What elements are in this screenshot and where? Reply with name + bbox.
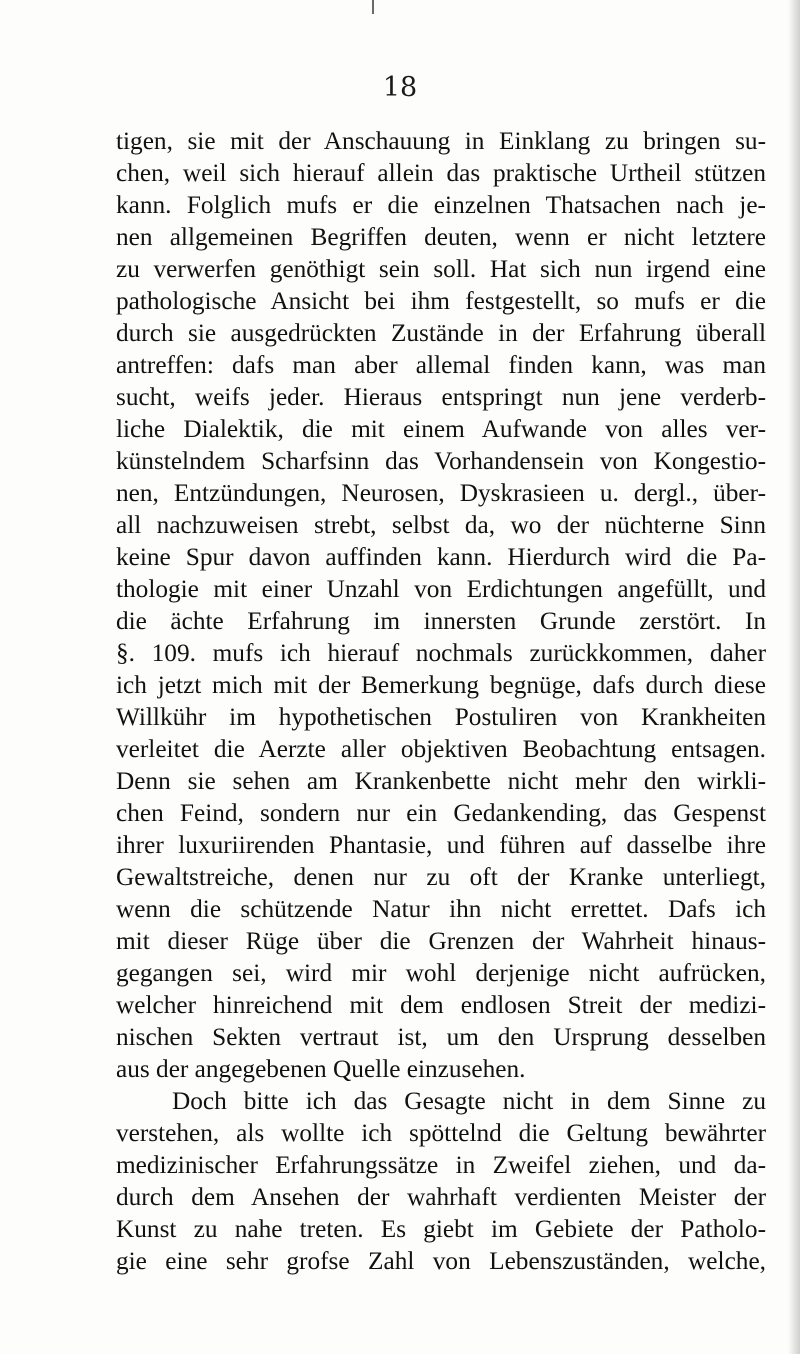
text-line: Gewaltstreiche, denen nur zu oft der Kranke unterliegt, — [116, 863, 766, 891]
text-line: nen allgemeinen Begriffen deuten, wenn er nicht letztere — [116, 223, 766, 251]
text-line: Willkühr im hypothetischen Postuliren von Krankheiten — [116, 703, 766, 731]
text-line: wenn die schützende Natur ihn nicht errettet. Dafs ich — [116, 895, 766, 923]
text-line: kann. Folglich mufs er die einzelnen Thatsachen nach je- — [116, 191, 766, 219]
text-line: Kunst zu nahe treten. Es giebt im Gebiete der Patholo- — [116, 1215, 766, 1243]
paragraph-start-line: Doch bitte ich das Gesagte nicht in dem Sinne zu — [172, 1087, 766, 1115]
text-line: ihrer luxuriirenden Phantasie, und führen auf dasselbe ihre — [116, 831, 766, 859]
text-line: all nachzuweisen strebt, selbst da, wo der nüchterne Sinn — [116, 511, 766, 539]
text-line: tigen, sie mit der Anschauung in Einklang zu bringen su- — [116, 127, 766, 155]
text-line: sucht, weifs jeder. Hieraus entspringt nun jene verderb- — [116, 383, 766, 411]
text-line: pathologische Ansicht bei ihm festgestellt, so mufs er die — [116, 287, 766, 315]
text-line: chen Feind, sondern nur ein Gedankending, das Gespenst — [116, 799, 766, 827]
text-line: die ächte Erfahrung im innersten Grunde zerstört. In — [116, 607, 766, 635]
text-line: gegangen sei, wird mir wohl derjenige nicht aufrücken, — [116, 959, 766, 987]
text-line: durch sie ausgedrückten Zustände in der Erfahrung überall — [116, 319, 766, 347]
page-number: 18 — [382, 72, 418, 103]
text-line: zu verwerfen genöthigt sein soll. Hat sich nun irgend eine — [116, 255, 766, 283]
text-line: verleitet die Aerzte aller objektiven Beobachtung entsagen. — [116, 735, 766, 763]
scan-mark — [372, 0, 374, 14]
text-line: nischen Sekten vertraut ist, um den Ursprung desselben — [116, 1023, 766, 1051]
text-line: liche Dialektik, die mit einem Aufwande von alles ver- — [116, 415, 766, 443]
text-line: chen, weil sich hierauf allein das praktische Urtheil stützen — [116, 159, 766, 187]
text-line: verstehen, als wollte ich spöttelnd die Geltung bewährter — [116, 1119, 766, 1147]
text-line: welcher hinreichend mit dem endlosen Streit der medizi- — [116, 991, 766, 1019]
text-line: thologie mit einer Unzahl von Erdichtungen angefüllt, und — [116, 575, 766, 603]
text-line: Denn sie sehen am Krankenbette nicht mehr den wirkli- — [116, 767, 766, 795]
text-line: antreffen: dafs man aber allemal finden kann, was man — [116, 351, 766, 379]
text-line: medizinischer Erfahrungssätze in Zweifel ziehen, und da- — [116, 1151, 766, 1179]
text-line: gie eine sehr grofse Zahl von Lebenszuständen, welche, — [116, 1247, 766, 1275]
text-line: §. 109. mufs ich hierauf nochmals zurückkommen, daher — [116, 639, 766, 667]
body-text — [116, 125, 766, 1277]
text-line: nen, Entzündungen, Neurosen, Dyskrasieen u. dergl., über- — [116, 479, 766, 507]
text-line: durch dem Ansehen der wahrhaft verdienten Meister der — [116, 1183, 766, 1211]
text-line: ich jetzt mich mit der Bemerkung begnüge, dafs durch diese — [116, 671, 766, 699]
text-line: künstelndem Scharfsinn das Vorhandensein von Kongestio- — [116, 447, 766, 475]
text-line: keine Spur davon auffinden kann. Hierdurch wird die Pa- — [116, 543, 766, 571]
page-edge-shadow — [788, 0, 800, 1354]
paragraph-end-line: aus der angegebenen Quelle einzusehen. — [116, 1055, 526, 1083]
text-line: mit dieser Rüge über die Grenzen der Wahrheit hinaus- — [116, 927, 766, 955]
